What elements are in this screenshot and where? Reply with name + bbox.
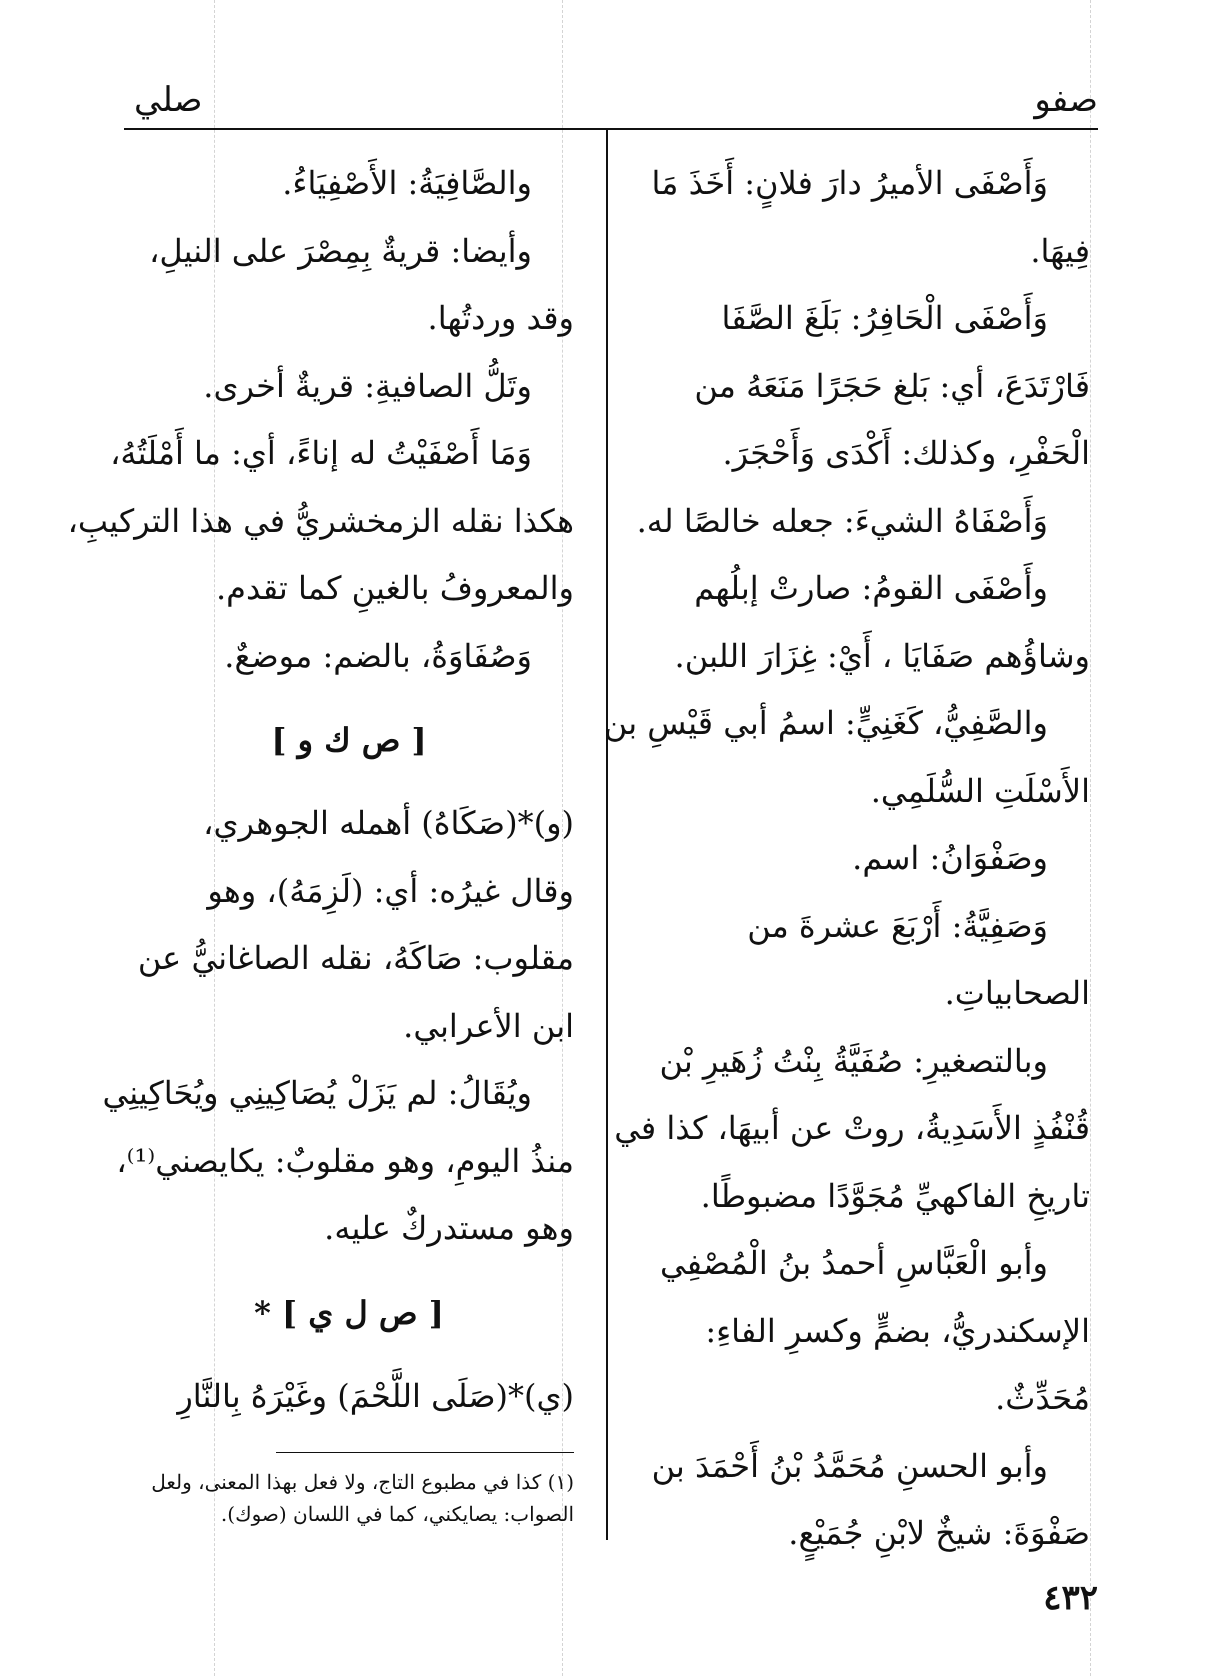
running-head-left: صلي bbox=[134, 80, 203, 120]
text-line: مُحَدِّثٌ. bbox=[995, 1379, 1090, 1417]
text-line: منذُ اليومِ، وهو مقلوبٌ: يكايصني⁽¹⁾، bbox=[116, 1141, 574, 1180]
text-line: قُنْفُذٍ الأَسَدِيةُ، روتْ عن أبيهَا، كذا في bbox=[614, 1109, 1090, 1147]
text-line: وأبو الحسنِ مُحَمَّدُ بْنُ أَحْمَدَ بن bbox=[651, 1446, 1048, 1485]
text-line: وَأَصْفَى الأميرُ دارَ فلانٍ: أَخَذَ مَا bbox=[651, 164, 1048, 202]
text-line: وهو مستدركٌ عليه. bbox=[324, 1209, 574, 1247]
text-line: وَأَصْفَى الْحَافِرُ: بَلَغَ الصَّفَا bbox=[721, 299, 1048, 337]
text-line: وَمَا أَصْفَيْتُ له إناءً، أي: ما أَمْلَتُهُ، bbox=[110, 434, 532, 472]
left-column-end-block bbox=[124, 1363, 574, 1431]
text-line: وتَلُّ الصافيةِ: قريةٌ أخرى. bbox=[203, 366, 532, 405]
text-line: وبالتصغيرِ: صُفَيَّةُ بِنْتُ زُهَيرِ بْن bbox=[659, 1041, 1048, 1080]
text-line: وَصُفَاوَةُ، بالضم: موضعٌ. bbox=[224, 636, 532, 675]
text-line: والمعروفُ بالغينِ كما تقدم. bbox=[215, 569, 574, 607]
text-line: وصَفْوَانُ: اسم. bbox=[852, 839, 1048, 877]
text-line: الأَسْلَتِ السُّلَمِي. bbox=[870, 771, 1090, 810]
footnote bbox=[124, 1466, 574, 1530]
text-line: وشاؤُهم صَفَايَا ، أَيْ: غِزَارَ اللبن. bbox=[674, 636, 1090, 675]
text-line: الصحابياتِ. bbox=[944, 974, 1090, 1012]
text-line: مقلوب: صَاكَهُ، نقله الصاغانيُّ عن bbox=[137, 939, 574, 977]
left-column bbox=[67, 150, 574, 1430]
text-line: فَارْتَدَعَ، أي: بَلغ حَجَرًا مَنَعَهُ من bbox=[694, 366, 1090, 405]
text-line: والصَّافِيَةُ: الأَصْفِيَاءُ. bbox=[282, 164, 532, 202]
text-line: فِيهَا. bbox=[1030, 231, 1090, 270]
text-line: وَأَصْفَاهُ الشيءَ: جعله خالصًا له. bbox=[636, 501, 1048, 540]
running-head-right: صفو bbox=[1034, 80, 1098, 120]
text-line: (ي)*(صَلَى اللَّحْمَ) وغَيْرَهُ بِالنَّارِ bbox=[177, 1376, 574, 1415]
header-rule bbox=[124, 128, 1098, 130]
text-line: الإسكندريُّ، بضمٍّ وكسرِ الفاءِ: bbox=[705, 1311, 1090, 1350]
text-line: (و)*(صَكَاهُ) أهمله الجوهري، bbox=[203, 804, 574, 842]
text-line: ابن الأعرابي. bbox=[403, 1006, 574, 1045]
text-line: تاريخِ الفاكهيِّ مُجَوَّدًا مضبوطًا. bbox=[700, 1176, 1090, 1215]
right-column bbox=[603, 150, 1090, 1568]
text-line: وقد وردتُها. bbox=[427, 299, 574, 337]
column-divider bbox=[606, 128, 608, 1540]
page-number: ٤٣٢ bbox=[1043, 1578, 1098, 1618]
text-line: وأبو الْعَبَّاسِ أحمدُ بنُ الْمُصْفِي bbox=[660, 1244, 1048, 1282]
text-line: صَفْوَةَ: شيخٌ لابْنِ جُمَيْعٍ. bbox=[788, 1514, 1090, 1552]
footnote-line: الصواب: يصايكني، كما في اللسان (صوك). bbox=[220, 1502, 574, 1526]
text-line: والصَّفِيُّ، كَغَنِيٍّ: اسمُ أبي قَيْسِ بن bbox=[603, 704, 1048, 742]
text-line: وأيضا: قريةٌ بِمِصْرَ على النيلِ، bbox=[149, 231, 532, 270]
footnote-line: (١) كذا في مطبوع التاج، ولا فعل بهذا المعنى، ولعل bbox=[151, 1470, 574, 1494]
text-line: ويُقَالُ: لم يَزَلْ يُصَاكِينِي ويُحَاكِينِي bbox=[102, 1074, 532, 1112]
text-line: وأَصْفَى القومُ: صارتْ إبلُهم bbox=[694, 569, 1048, 607]
left-column-top-block bbox=[67, 150, 574, 690]
text-line: الْحَفْرِ، وكذلك: أَكْدَى وَأَحْجَرَ. bbox=[722, 434, 1090, 472]
left-column-middle-block bbox=[102, 790, 574, 1263]
text-line: وقال غيرُه: أي: (لَزِمَهُ)، وهو bbox=[207, 871, 574, 910]
scan-guide-line bbox=[1090, 0, 1091, 1676]
text-line: وَصَفِيَّةُ: أَرْبَعَ عشرةَ من bbox=[747, 906, 1048, 945]
text-line: هكذا نقله الزمخشريُّ في هذا التركيبِ، bbox=[67, 501, 574, 540]
entry-heading-sly: [ ص ل ي ] * bbox=[254, 1293, 444, 1332]
footnote-rule bbox=[276, 1452, 574, 1453]
entry-heading-skw: [ ص ك و ] bbox=[271, 721, 427, 759]
